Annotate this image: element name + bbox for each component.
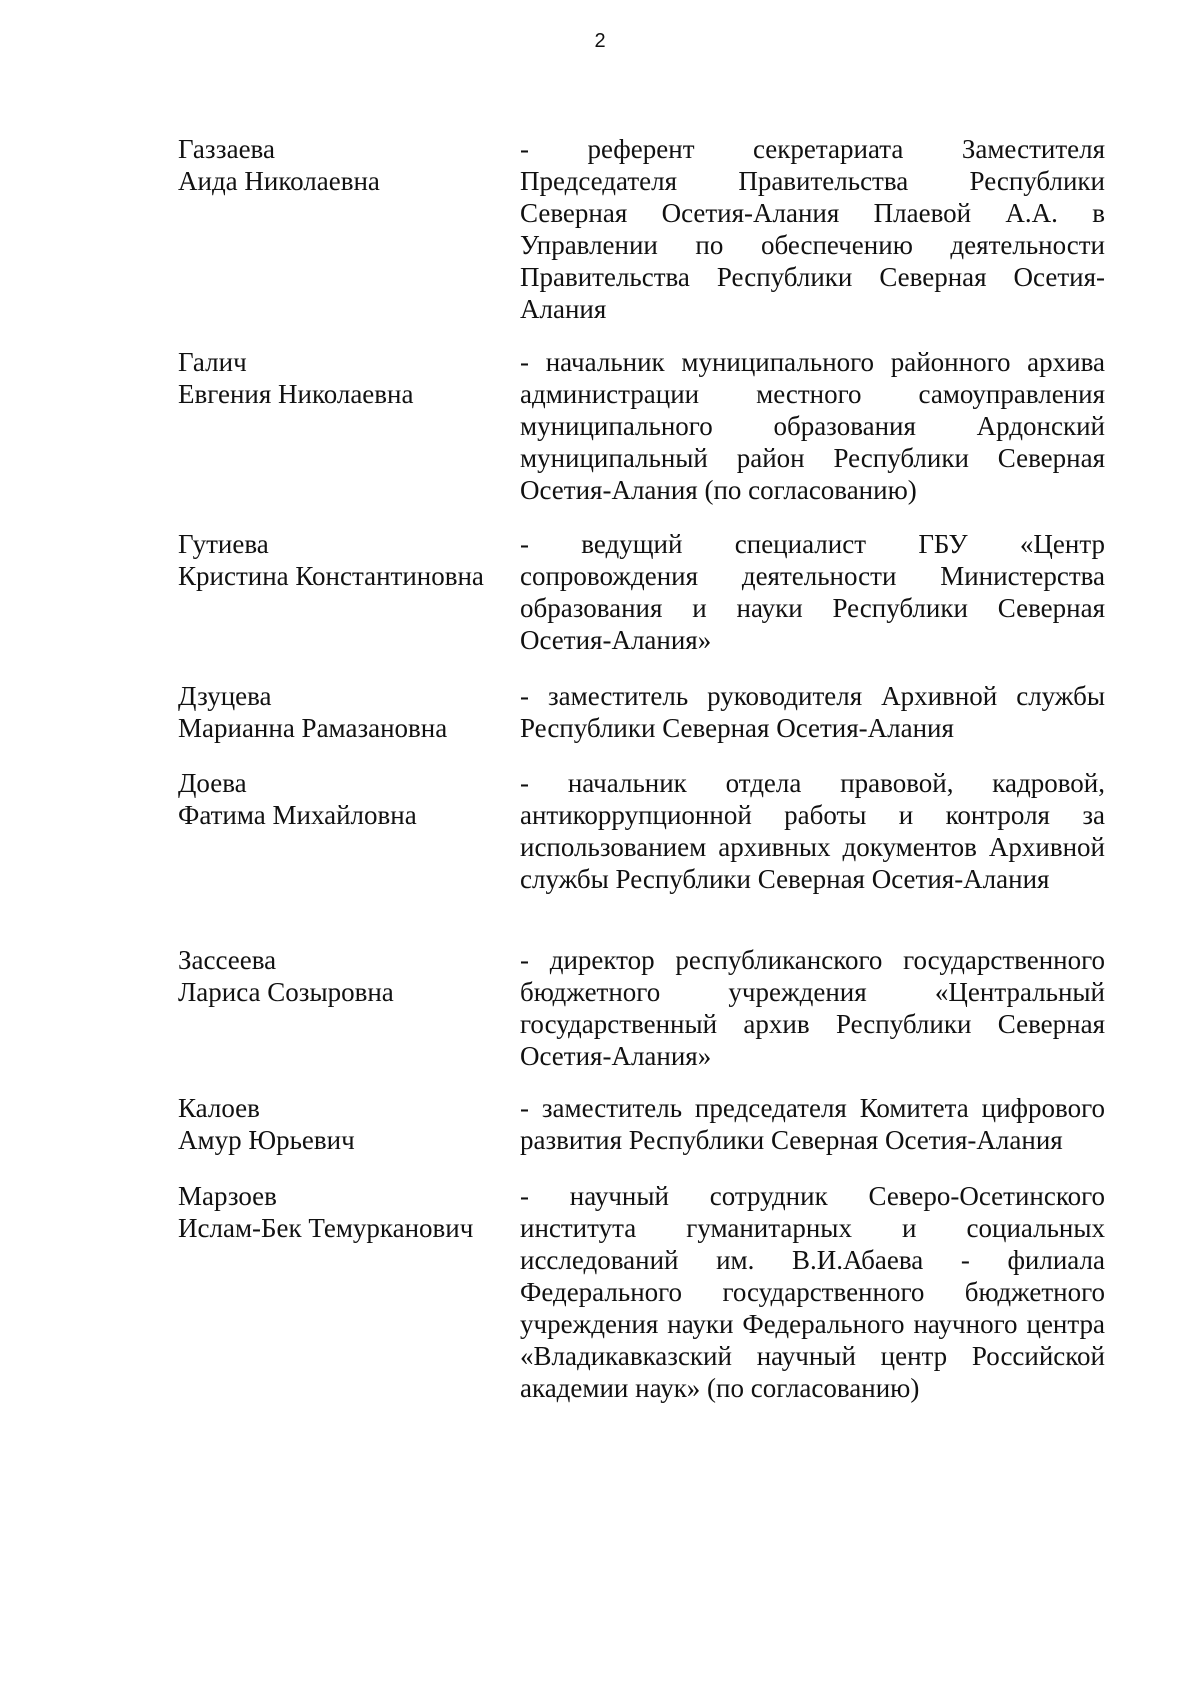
person-role: - научный сотрудник Северо-Осетинского института гуманитарных и социальных исследований им. В.И.Абаева - филиала Федерального государственного бюджетного учреждения науки Федерального научного центра «Владикавказский научный центр Российской академии наук» (по согласованию) — [520, 1181, 1105, 1403]
person-surname: Зассеева — [178, 945, 277, 975]
person-role: - референт секретариата Заместителя Председателя Правительства Республики Северная Осетия-Алания Плаевой А.А. в Управлении по обеспечению деятельности Правительства Республики Северная Осетия-Алания — [520, 134, 1105, 324]
list-item — [178, 944, 1118, 1072]
person-given-names: Фатима Михайловна — [178, 800, 417, 830]
person-role: - ведущий специалист ГБУ «Центр сопровождения деятельности Министерства образования и науки Республики Северная Осетия-Алания» — [520, 529, 1105, 655]
list-item — [178, 346, 1118, 506]
person-name — [178, 944, 520, 1072]
person-role: - начальник муниципального районного архива администрации местного самоуправления муниципального образования Ардонский муниципальный район Республики Северная Осетия-Алания (по согласованию) — [520, 347, 1105, 505]
person-surname: Дзуцева — [178, 681, 272, 711]
person-surname: Марзоев — [178, 1181, 277, 1211]
person-given-names: Лариса Созыровна — [178, 977, 394, 1007]
person-name — [178, 1180, 520, 1404]
list-item — [178, 1092, 1118, 1156]
person-role: - заместитель руководителя Архивной службы Республики Северная Осетия-Алания — [520, 681, 1105, 743]
person-name — [178, 346, 520, 506]
person-given-names: Марианна Рамазановна — [178, 713, 448, 743]
person-surname: Гутиева — [178, 529, 269, 559]
person-role: - начальник отдела правовой, кадровой, антикоррупционной работы и контроля за использованием архивных документов Архивной службы Республики Северная Осетия-Алания — [520, 768, 1105, 894]
list-item — [178, 1180, 1118, 1404]
person-name — [178, 1092, 520, 1156]
list-item — [178, 680, 1118, 744]
person-given-names: Евгения Николаевна — [178, 379, 414, 409]
list-item — [178, 767, 1118, 895]
person-given-names: Ислам-Бек Темурканович — [178, 1213, 474, 1243]
person-surname: Доева — [178, 768, 247, 798]
person-name — [178, 680, 520, 744]
page-number: 2 — [594, 30, 606, 52]
person-surname: Калоев — [178, 1093, 260, 1123]
person-surname: Газзаева — [178, 134, 275, 164]
person-role: - директор республиканского государственного бюджетного учреждения «Центральный государственный архив Республики Северная Осетия-Алания» — [520, 945, 1105, 1071]
person-name — [178, 767, 520, 895]
list-item — [178, 528, 1118, 656]
person-name — [178, 133, 520, 325]
list-item — [178, 133, 1118, 325]
person-given-names: Аида Николаевна — [178, 166, 380, 196]
person-given-names: Кристина Константиновна — [178, 561, 484, 591]
person-role: - заместитель председателя Комитета цифрового развития Республики Северная Осетия-Алания — [520, 1093, 1105, 1155]
person-name — [178, 528, 520, 656]
person-surname: Галич — [178, 347, 247, 377]
person-given-names: Амур Юрьевич — [178, 1125, 355, 1155]
